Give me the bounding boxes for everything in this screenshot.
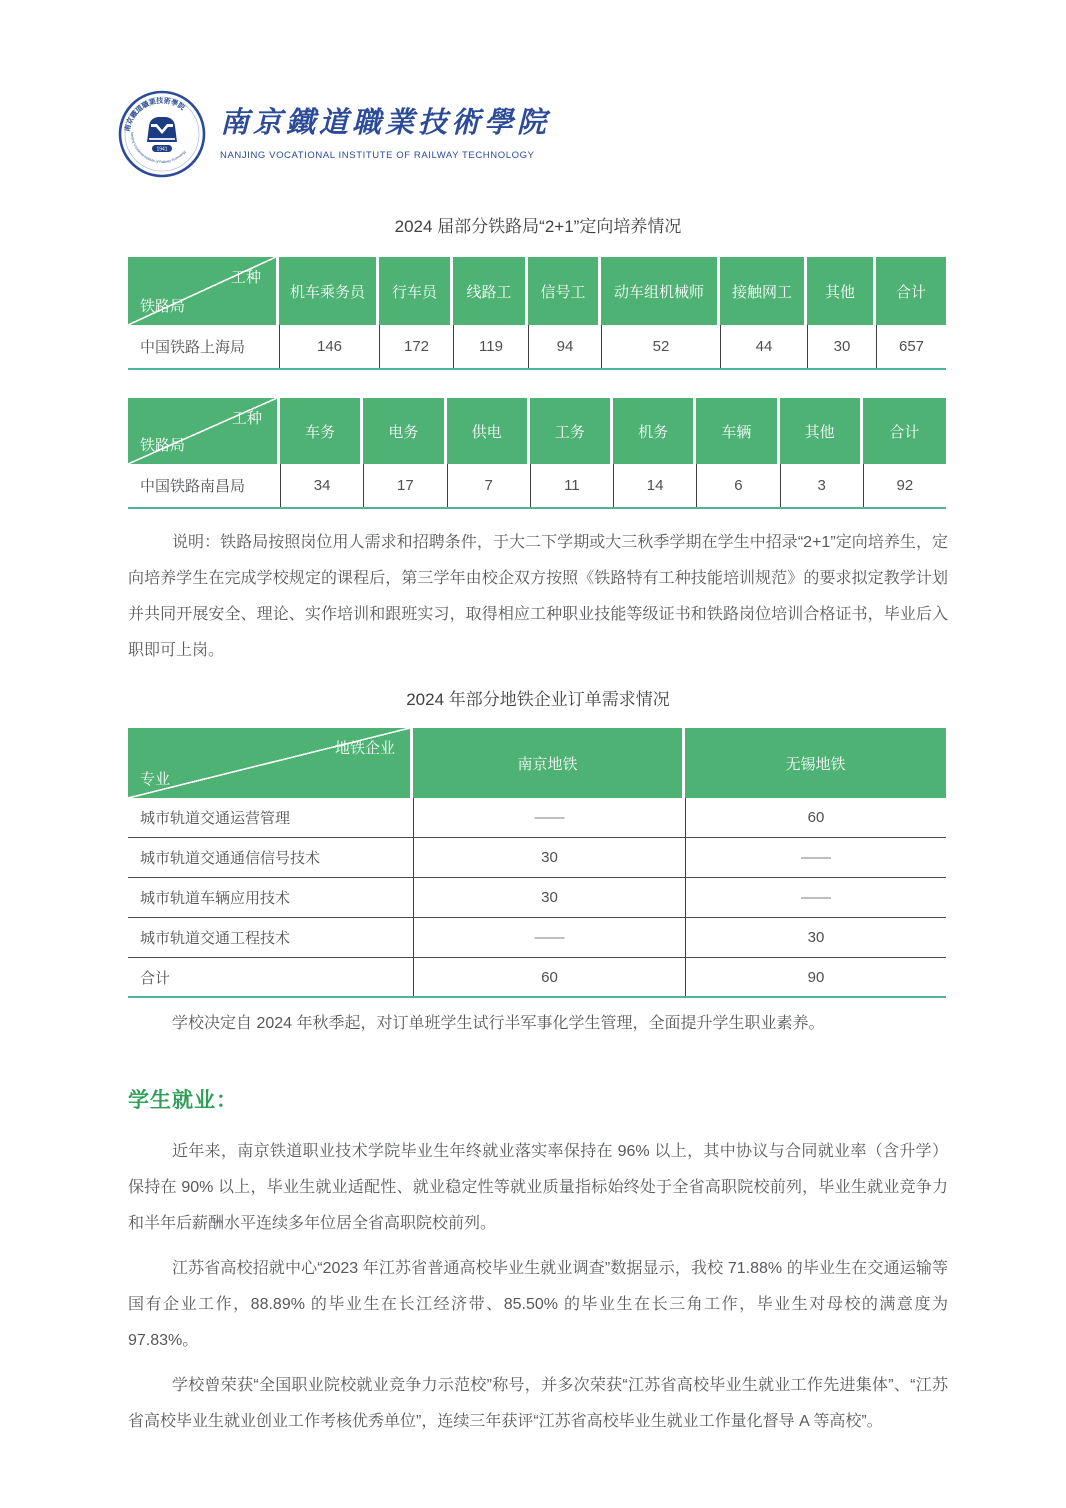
corner-label-bureau: 铁路局 [140,298,186,315]
table-cell: 11 [530,464,613,507]
corner-label-metro-company: 地铁企业 [334,740,395,757]
employment-paragraph: 江苏省高校招就中心“2023 年江苏省普通高校毕业生就业调查”数据显示，我校 71.88% 的毕业生在交通运输等国有企业工作，88.89% 的毕业生在长江经济带、85.50% 的毕业生在长三角工作，毕业生对母校的满意度为 97.83%。 [128,1260,948,1349]
nanchang-bureau-table [128,398,946,509]
table-header-row [128,257,946,325]
table-row [128,325,946,370]
column-header: 行车员 [379,257,453,325]
column-header: 车务 [280,398,363,464]
table-row [128,918,946,958]
shanghai-bureau-table [128,257,946,370]
row-label: 合计 [140,969,171,987]
table-cell: 30 [685,918,946,957]
column-header: 线路工 [453,257,528,325]
column-header: 工务 [530,398,613,464]
row-label: 中国铁路南昌局 [140,478,246,495]
metro-demand-table [128,728,946,998]
row-label: 城市轨道车辆应用技术 [140,890,291,907]
training-section-title: 2024 届部分铁路局“2+1”定向培养情况 [394,217,682,236]
table-cell: —— [413,918,685,957]
svg-text:1941: 1941 [156,146,168,153]
column-header: 电务 [363,398,446,464]
column-header: 其他 [780,398,863,464]
diagonal-corner-cell [128,728,413,798]
table-cell: 52 [601,325,720,368]
table-header-row [128,728,946,798]
table-cell: 60 [413,958,685,996]
table-cell: 44 [720,325,807,368]
table-row [128,878,946,918]
column-header: 车辆 [696,398,779,464]
column-header: 南京地铁 [413,728,685,798]
row-label: 城市轨道交通工程技术 [140,930,291,947]
table-cell: —— [685,878,946,917]
table-row-total [128,958,946,998]
table-cell: 6 [696,464,779,507]
table-cell: 119 [453,325,528,368]
table-cell: 172 [379,325,453,368]
train-icon [147,117,177,142]
corner-label-bureau: 铁路局 [140,437,186,454]
table-cell: 146 [279,325,379,368]
table-row [128,464,946,509]
employment-heading: 学生就业： [128,1089,238,1112]
corner-label-jobtype: 工种 [231,410,262,427]
svg-text:Nanjing Vocational Institute o: Nanjing Vocational Institute of Railway Technology [129,131,187,165]
diagonal-corner-cell [128,257,279,325]
table-row [128,798,946,838]
employment-paragraphs [128,1134,948,1440]
column-header: 信号工 [528,257,601,325]
column-header: 动车组机械师 [601,257,720,325]
table-cell: 94 [528,325,601,368]
column-header: 其他 [807,257,876,325]
corner-label-jobtype: 工种 [230,269,261,286]
school-name-en: NANJING VOCATIONAL INSTITUTE OF RAILWAY TECHNOLOGY [220,150,535,161]
row-label: 城市轨道交通运营管理 [140,810,291,827]
table-row [128,838,946,878]
column-header: 无锡地铁 [685,728,946,798]
table-cell: 60 [685,798,946,837]
table-header-row [128,398,946,464]
metro-section-title: 2024 年部分地铁企业订单需求情况 [406,690,670,709]
table-cell: 34 [280,464,363,507]
table-cell: 30 [413,838,685,877]
row-label: 城市轨道交通通信信号技术 [140,850,321,867]
svg-text:南京鐵道職業技術學院: 南京鐵道職業技術學院 [124,97,186,133]
column-header: 合计 [876,257,946,325]
diagonal-corner-cell [128,398,280,464]
column-header: 合计 [863,398,946,464]
table-cell: —— [685,838,946,877]
training-note-paragraph: 说明：铁路局按照岗位用人需求和招聘条件，于大二下学期或大三秋季学期在学生中招录“2+1”定向培养生，定向培养学生在完成学校规定的课程后，第三学年由校企双方按照《铁路特有工种技能培训规范》的要求拟定教学计划并共同开展安全、理论、实作培训和跟班实习，取得相应工种职业技能等级证书和铁路岗位培训合格证书，毕业后入职即可上岗。 [128,534,948,659]
table-cell: 17 [363,464,446,507]
column-header: 机车乘务员 [279,257,379,325]
school-logo [0,0,1066,178]
table-cell: 90 [685,958,946,996]
column-header: 供电 [447,398,530,464]
school-seal-icon [118,90,206,178]
table-cell: 14 [613,464,696,507]
employment-paragraph: 学校曾荣获“全国职业院校就业竞争力示范校”称号，并多次荣获“江苏省高校毕业生就业工作先进集体”、“江苏省高校毕业生就业创业工作考核优秀单位”，连续三年获评“江苏省高校毕业生就业工作量化督导 A 等高校”。 [128,1377,948,1430]
row-label: 中国铁路上海局 [140,339,246,356]
column-header: 机务 [613,398,696,464]
corner-label-major: 专业 [140,771,171,788]
table-cell: 30 [807,325,876,368]
table-cell: 7 [447,464,530,507]
table-cell: —— [413,798,685,837]
table-cell: 3 [780,464,863,507]
metro-note-paragraph: 学校决定自 2024 年秋季起，对订单班学生试行半军事化学生管理，全面提升学生职业素养。 [172,1015,825,1032]
school-name-cn: 南京鐵道職業技術學院 [220,105,551,139]
table-cell: 657 [876,325,946,368]
table-cell: 92 [863,464,946,507]
table-cell: 30 [413,878,685,917]
employment-paragraph: 近年来，南京铁道职业技术学院毕业生年终就业落实率保持在 96% 以上，其中协议与合同就业率（含升学）保持在 90% 以上，毕业生就业适配性、就业稳定性等就业质量指标始终处于全省高职院校前列，毕业生就业竞争力和半年后薪酬水平连续多年位居全省高职院校前列。 [128,1143,948,1232]
column-header: 接触网工 [720,257,807,325]
